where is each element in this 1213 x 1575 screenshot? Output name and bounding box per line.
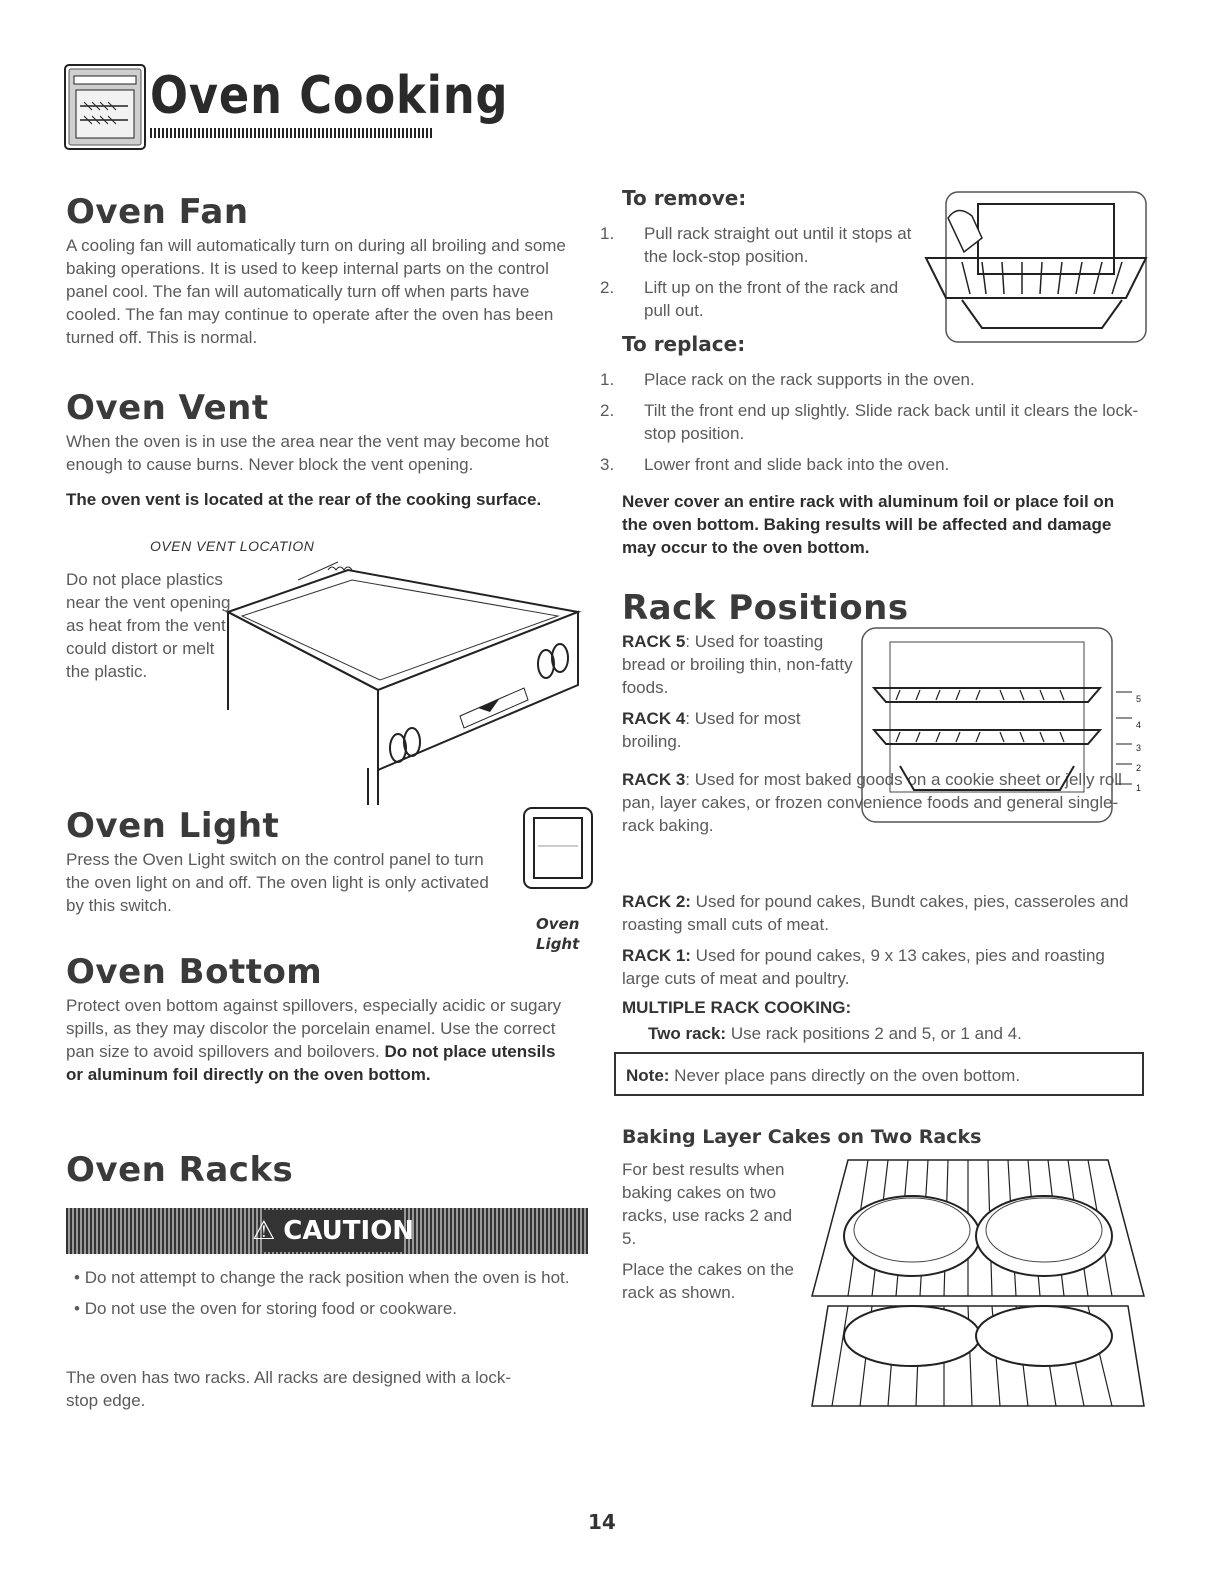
rack-number: 5 (1136, 694, 1142, 704)
step-text: Place rack on the rack supports in the oven. (644, 370, 975, 389)
caution-item: • Do not attempt to change the rack position when the oven is hot. (74, 1268, 570, 1287)
oven-bottom-body (66, 994, 576, 1086)
page-number: 14 (588, 1510, 616, 1534)
list-item (600, 399, 1142, 445)
step-number: 2. (600, 401, 615, 420)
oven-vent-side-note: Do not place plastics near the vent opening as heat from the vent could distort or melt the plastic. (66, 570, 231, 681)
rack-2-label: RACK 2: (622, 892, 691, 911)
rack-number: 2 (1136, 763, 1142, 773)
rack-5-text: : Used for toasting bread or broiling thin, non-fatty foods. (622, 632, 853, 697)
caution-item-text: Do not attempt to change the rack position when the oven is hot. (84, 1268, 570, 1287)
remove-steps (600, 222, 922, 322)
oven-fan-body: A cooling fan will automatically turn on during all broiling and some baking operations. It is used to keep internal parts on the control panel cool. The fan will automatically turn off when parts have cooled. The fan may continue to operate after the oven has been turned off. This is normal. (66, 236, 566, 347)
rack-2-text: Used for pound cakes, Bundt cakes, pies, casseroles and roasting small cuts of meat. (622, 892, 1129, 934)
rack-4-desc (622, 707, 857, 753)
oven-vent-title: Oven Vent (66, 388, 269, 428)
list-item (600, 276, 922, 322)
step-text: Lift up on the front of the rack and pull out. (644, 278, 899, 320)
step-number: 1. (600, 224, 615, 243)
step-text: Tilt the front end up slightly. Slide rack back until it clears the lock-stop position. (644, 401, 1139, 443)
rack-3-label: RACK 3 (622, 770, 686, 789)
rack-number: 1 (1136, 783, 1142, 793)
note-label: Note: (626, 1066, 670, 1085)
step-number: 1. (600, 370, 615, 389)
to-remove-title: To remove: (622, 186, 747, 210)
caution-item-text: Do not use the oven for storing food or cookware. (84, 1299, 458, 1318)
oven-bottom-title: Oven Bottom (66, 952, 323, 992)
oven-vent-body: When the oven is in use the area near the vent may become hot enough to cause burns. Never block the vent opening. (66, 432, 549, 474)
rack-number: 4 (1136, 720, 1142, 730)
warning-triangle-icon: ⚠ (251, 1216, 276, 1246)
two-rack-note (648, 1022, 1148, 1045)
caution-list (66, 1266, 586, 1320)
two-rack-label: Two rack: (648, 1024, 727, 1043)
rack-positions-title: Rack Positions (622, 588, 909, 628)
list-item (600, 222, 922, 268)
page-header-title: Oven Cooking (150, 66, 509, 126)
caution-item: • Do not use the oven for storing food or cookware. (74, 1299, 458, 1318)
note-text: Never place pans directly on the oven bottom. (669, 1066, 1021, 1085)
rack-number-labels (1136, 686, 1141, 798)
rack-positions-upper (622, 630, 857, 753)
step-text: Lower front and slide back into the oven. (644, 455, 950, 474)
rack-4-label: RACK 4 (622, 709, 686, 728)
rack-3-text: : Used for most baked goods on a cookie sheet or jelly roll pan, layer cakes, or frozen convenience foods and general single-rack baking. (622, 770, 1122, 835)
caution-label (251, 1210, 415, 1252)
oven-vent-caption: OVEN VENT LOCATION (150, 538, 315, 554)
note-content (626, 1064, 1020, 1087)
rack-number: 3 (1136, 743, 1142, 753)
to-replace-title: To replace: (622, 332, 746, 356)
layer-cakes-p2: Place the cakes on the rack as shown. (622, 1260, 795, 1302)
rack-2-desc (622, 890, 1152, 936)
rack-1-text: Used for pound cakes, 9 x 13 cakes, pies and roasting large cuts of meat and poultry. (622, 946, 1105, 988)
oven-light-title: Oven Light (66, 806, 280, 846)
oven-light-caption-2: Light (536, 935, 580, 953)
oven-racks-body: The oven has two racks. All racks are designed with a lock-stop edge. (66, 1368, 512, 1410)
oven-light-caption-1: Oven (536, 915, 580, 933)
two-rack-text: Use rack positions 2 and 5, or 1 and 4. (726, 1024, 1022, 1043)
oven-fan-title: Oven Fan (66, 192, 249, 232)
rack-4-text: : Used for most broiling. (622, 709, 801, 751)
layer-cakes-p1: For best results when baking cakes on two racks, use racks 2 and 5. (622, 1160, 793, 1248)
oven-vent-location-note: The oven vent is located at the rear of the cooking surface. (66, 490, 542, 509)
step-number: 3. (600, 455, 615, 474)
step-number: 2. (600, 278, 615, 297)
oven-light-body: Press the Oven Light switch on the control panel to turn the oven light on and off. The oven light is only activated by this switch. (66, 850, 489, 915)
rack-5-desc (622, 630, 857, 699)
oven-bottom-warning: Do not place utensils or aluminum foil directly on the oven bottom. (66, 1042, 556, 1084)
foil-warning: Never cover an entire rack with aluminum foil or place foil on the oven bottom. Baking results will be affected and damage may occur to the oven bottom. (622, 492, 1115, 557)
rack-1-desc (622, 944, 1142, 990)
oven-bottom-text: Protect oven bottom against spillovers, especially acidic or sugary spills, as they may discolor the porcelain enamel. Use the correct pan size to avoid spillovers and boilovers. (66, 996, 562, 1061)
list-item (600, 368, 1142, 391)
rack-5-label: RACK 5 (622, 632, 686, 651)
oven-racks-title: Oven Racks (66, 1150, 294, 1190)
multiple-rack-title: MULTIPLE RACK COOKING: (622, 998, 852, 1017)
rack-1-label: RACK 1: (622, 946, 691, 965)
note-box (614, 1052, 1144, 1096)
caution-text: CAUTION (283, 1216, 415, 1246)
step-text: Pull rack straight out until it stops at the lock-stop position. (644, 224, 912, 266)
layer-cakes-title: Baking Layer Cakes on Two Racks (622, 1126, 982, 1148)
list-item (600, 453, 1142, 476)
header-rule (150, 128, 432, 138)
replace-steps (600, 368, 1142, 476)
